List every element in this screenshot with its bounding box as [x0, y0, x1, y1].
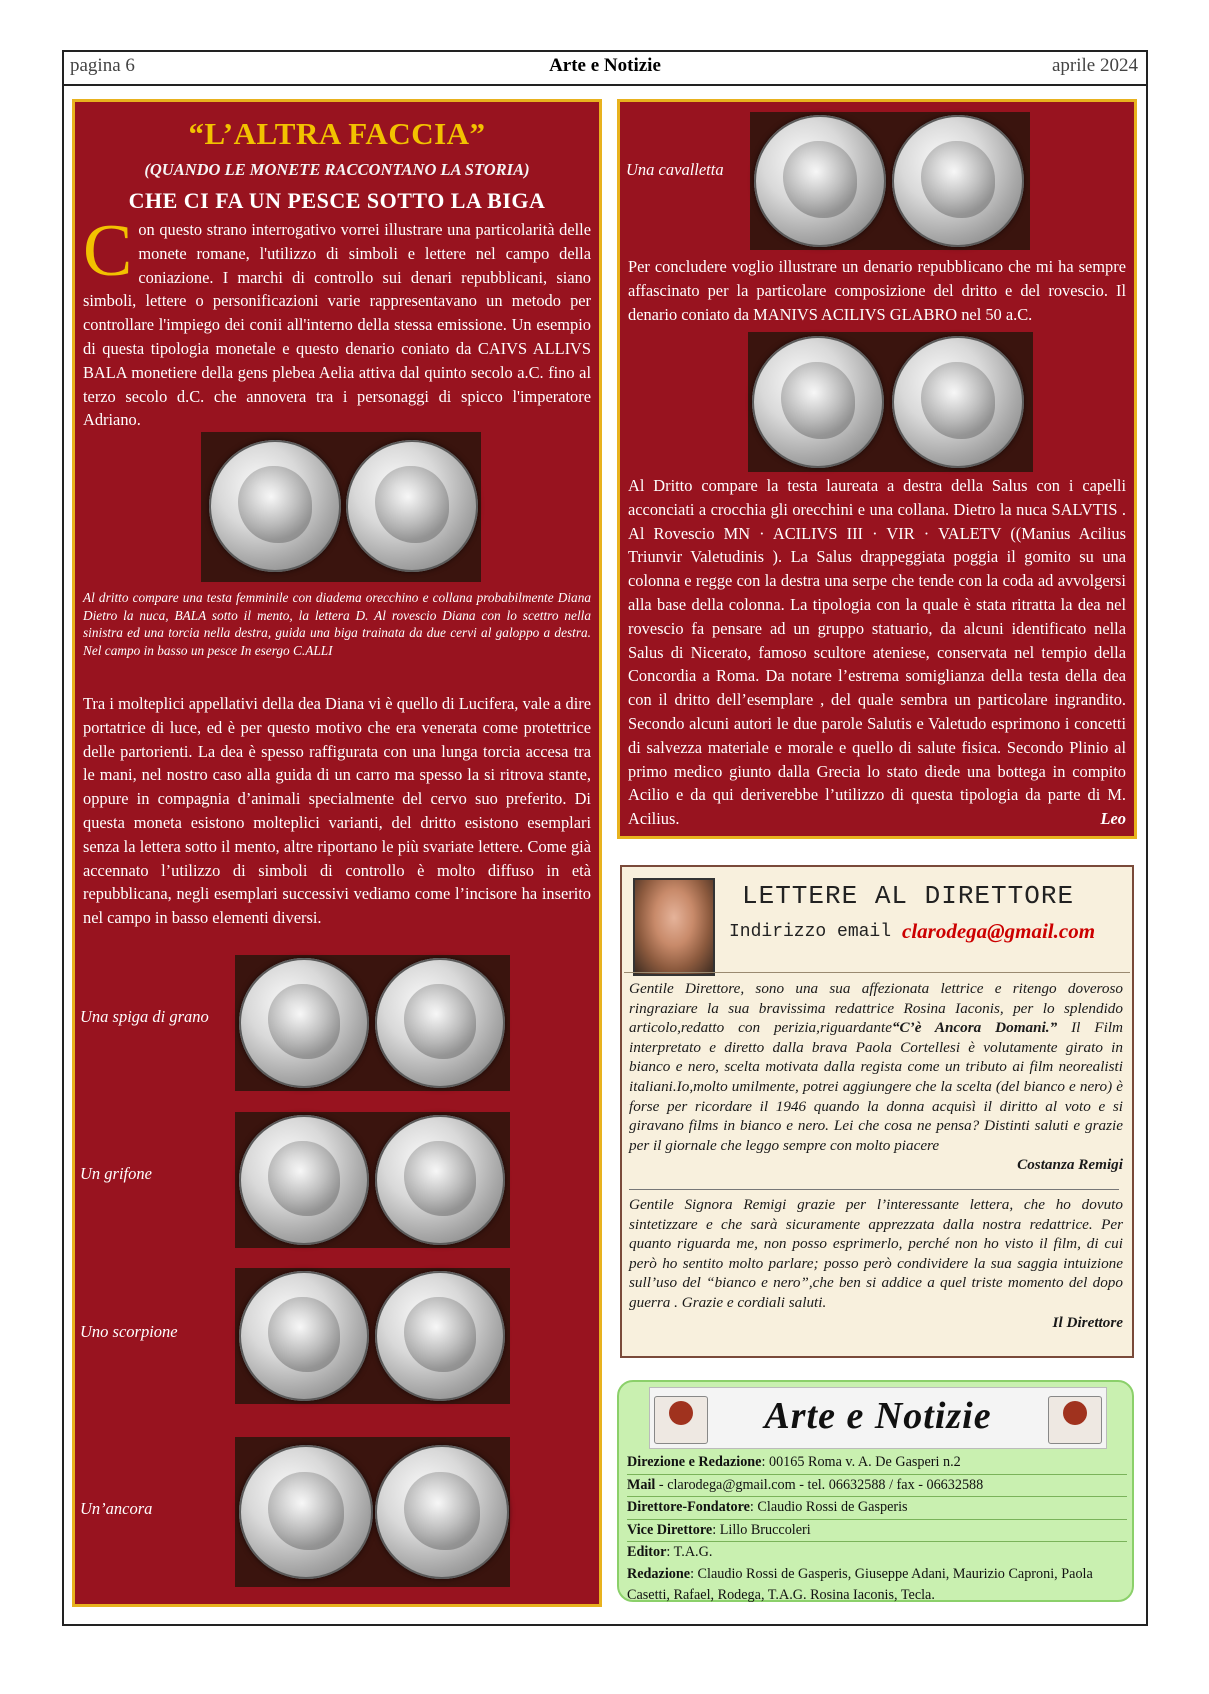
- coin-reverse: [375, 1271, 505, 1401]
- coin-obverse: [752, 336, 884, 468]
- reply-signature: Il Direttore: [1052, 1313, 1123, 1331]
- coin-obverse: [239, 958, 369, 1088]
- coin-image-scorpione: [235, 1268, 510, 1404]
- coin-reverse: [375, 1445, 509, 1579]
- acilius-description: [620, 474, 1134, 831]
- colophon-value: : T.A.G.: [666, 1544, 713, 1560]
- page-header: [62, 50, 1148, 86]
- letter-signature: Costanza Remigi: [1017, 1156, 1123, 1174]
- email-label: Indirizzo email: [729, 922, 892, 942]
- intro-text: on questo strano interrogativo vorrei illustrare una particolarità delle monete romane, l'utilizzo di simboli e lettere nel campo della coniazione. I marchi di controllo sui denari repubblicani, siano simboli, lettere o personificazioni varie rappresentavano un metodo per controllare l'impiego dei conii all'interno della stessa emissione. Un esempio di questa tipologia monetale e questo denario coniato da CAIVS ALLIVS BALA monetiere della gens plebea Aelia attiva dal quinto secolo a.C. fino al terzo secolo d.C. che annovera tra i personaggi di spicco l'imperatore Adriano.: [83, 220, 591, 430]
- article-panel-left: [72, 99, 602, 1607]
- coin-obverse: [239, 1271, 369, 1401]
- reader-letter: [629, 979, 1123, 1175]
- variant-label-grifone: Un grifone: [80, 1164, 152, 1183]
- coin-reverse: [892, 336, 1024, 468]
- coin-image-spiga: [235, 955, 510, 1091]
- variant-label-scorpione: Uno scorpione: [80, 1322, 178, 1341]
- newspaper-title: Arte e Notizie: [549, 55, 661, 76]
- coin-obverse: [209, 440, 341, 572]
- coin-reverse: [346, 440, 478, 572]
- coin-image-acilius: [748, 332, 1033, 472]
- article-headline: CHE CI FA UN PESCE SOTTO LA BIGA: [128, 188, 546, 213]
- conclusion-paragraph: Per concludere voglio illustrare un denario repubblicano che mi ha sempre affascinato per la particolare composizione del dritto e del rovescio. Il denario coniato da MANIVS ACILIVS GLABRO nel 50 a.C.: [628, 257, 1126, 324]
- colophon-label: Vice Direttore: [627, 1521, 713, 1538]
- divider: [624, 972, 1130, 973]
- colophon-line: [627, 1542, 1127, 1564]
- masthead-title: Arte e Notizie: [764, 1395, 992, 1437]
- coin-image-ancora: [235, 1437, 510, 1587]
- colophon-lines: [627, 1452, 1127, 1607]
- reply-text: Gentile Signora Remigi grazie per l’interessante lettera, che ho dovuto sintetizzare e che sarà sicuramente apprezzata dalla nostra redattrice. Per quanto riguarda me, non posso esprimerlo, perché non ho visto il film, di cui però ho sentito molto parlare; posso però condividere la sua saggia intuizione sull’uso del “bianco e nero”,che ben si addice a quel triste momento del dopo guerra . Grazie e cordiali saluti.: [629, 1196, 1123, 1311]
- variant-label-ancora: Un’ancora: [80, 1499, 153, 1518]
- divider: [629, 1189, 1119, 1190]
- article-body: Tra i molteplici appellativi della dea Diana vi è quello di Lucifera, vale a dire portatrice di luce, ed è per questo motivo che era venerata come protettrice delle partorienti. La dea è spesso raffigurata con una lunga torcia accesa tra le mani, nel nostro caso alla guida di un carro ma spesso la si ritrova stante, oppure in compagnia d’animali specialmente del cervo suo preferito. Di questa moneta esistono molteplici varianti, del dritto esistono esemplari senza la lettera sotto il mento, altre riportano le più svariate lettere. Come già accennato l’utilizzo di simboli di controllo è molto diffuso in età repubblicana, negli esemplari successivi vediamo come l’incisore ha inserito nel campo in basso elementi diversi.: [83, 694, 591, 928]
- letters-section: [620, 865, 1134, 1358]
- colophon-value: : Lillo Bruccoleri: [712, 1521, 811, 1538]
- issue-date: aprile 2024: [1051, 55, 1138, 76]
- letter-text-end: Il Film interpretato e diretto dalla brava Paola Cortellesi è volutamente girato in bianco e nero, scelta motivata dalla regista come un tributo ai film neorealisti italiani.Io,molto umilmente, potrei aggiungere che la scelta (del bianco e nero) è forse per ricordare il 1946 quando la donna acquisì il diritto al voto e si giravano films in bianco e nero. Lei che cosa ne pensa? Distinti saluti e grazie per il giornale che leggo sempre con molto piacere: [629, 1019, 1124, 1154]
- director-photo: [633, 878, 715, 976]
- coin-caption: Al dritto compare una testa femminile con diadema orecchino e collana probabilmente Diana Dietro la nuca, BALA sotto il mento, la lettera D. Al rovescio Diana con lo scettro nella sinistra ed una torcia nella destra, guida una biga trainata da due cervi al galoppo a destra. Nel campo in basso un pesce In esergo C.ALLI: [83, 590, 591, 658]
- coin-reverse: [375, 958, 505, 1088]
- colophon-value: : Claudio Rossi de Gasperis: [749, 1499, 908, 1515]
- colophon-line: [627, 1564, 1127, 1607]
- coin-image-bala: [201, 432, 481, 582]
- colophon-label: Mail: [627, 1476, 656, 1493]
- colophon-value: : 00165 Roma v. A. De Gasperi n.2: [761, 1454, 961, 1470]
- coin-reverse: [375, 1115, 505, 1245]
- logo-icon: [1048, 1396, 1102, 1444]
- director-reply: [629, 1195, 1123, 1332]
- coin-obverse: [754, 115, 886, 247]
- colophon-box: [617, 1380, 1134, 1602]
- letters-title: LETTERE AL DIRETTORE: [742, 881, 1075, 911]
- colophon-line: [627, 1497, 1127, 1520]
- article-panel-right: [617, 99, 1137, 839]
- film-title: “C’è Ancora Domani.”: [891, 1019, 1058, 1037]
- colophon-label: Direzione e Redazione: [627, 1454, 762, 1470]
- coin-image-cavalletta: [750, 112, 1030, 250]
- colophon-line: [627, 1475, 1127, 1498]
- article-title: “L’ALTRA FACCIA”: [188, 116, 486, 151]
- letter-text-start: Gentile Direttore, sono una sua affezionata lettrice e ritengo doveroso ringraziare la sua bravissima redattrice Rosina Iaconis, per lo splendido articolo,redatto con perizia,riguardante: [629, 980, 1123, 1037]
- article-intro: [75, 210, 599, 432]
- coin-obverse: [239, 1445, 373, 1579]
- acilius-text: Al Dritto compare la testa laureata a destra della Salus con i capelli acconciati a crocchia gli orecchini e una collana. Dietro la nuca SALVTIS . Al Rovescio MN · ACILIVS III · VIR · VALETV ((Manius Acilius Triunvir Valetudinis ). La Salus drappeggiata poggia il gomito su una colonna e regge con la destra una serpe che tende con la coda ad avvolgersi alla base della colonna. La tipologia con la quale è stata ritratta la dea nel rovescio fa pensare ad un gruppo statuario, da alcuni identificato nella Salus di Nicerato, famoso scultore ateniese, conservata nel tempio della Concordia a Roma. Da notare l’estrema somiglianza della testa della dea con il dritto dell’esemplare , del quale sembra un particolare ingrandito. Secondo alcuni autori le due parole Salutis e Valetudo esprimono i concetti di salvezza materiale e morale e quello di salute fisica. Secondo Plinio al primo medico giunto dalla Grecia lo stato diede una bottega in compito Acilio e da qui deriverebbe l’utilizzo di questa tipologia da parte di M. Acilius.: [628, 476, 1126, 829]
- variant-label-spiga: Una spiga di grano: [80, 1007, 209, 1026]
- colophon-line: [627, 1520, 1127, 1543]
- drop-cap: C: [83, 210, 133, 292]
- author-signature: Leo: [1100, 809, 1126, 829]
- email-address[interactable]: clarodega@gmail.com: [902, 919, 1096, 943]
- coin-obverse: [239, 1115, 369, 1245]
- colophon-label: Redazione: [627, 1565, 691, 1582]
- colophon-value: : Claudio Rossi de Gasperis, Giuseppe Adani, Maurizio Caproni, Paola Casetti, Rafael, Rodega, T.A.G. Rosina Iaconis, Tecla.: [627, 1565, 1093, 1603]
- coin-image-grifone: [235, 1112, 510, 1248]
- variant-label-cavalletta: Una cavalletta: [626, 160, 724, 179]
- masthead: [649, 1387, 1107, 1449]
- colophon-line: [627, 1452, 1127, 1475]
- page-number: pagina 6: [70, 55, 135, 76]
- coin-reverse: [892, 115, 1024, 247]
- colophon-label: Direttore-Fondatore: [627, 1499, 750, 1515]
- article-subtitle: (QUANDO LE MONETE RACCONTANO LA STORIA): [144, 160, 530, 179]
- colophon-label: Editor: [627, 1544, 667, 1560]
- colophon-value: - clarodega@gmail.com - tel. 06632588 / fax - 06632588: [655, 1476, 984, 1493]
